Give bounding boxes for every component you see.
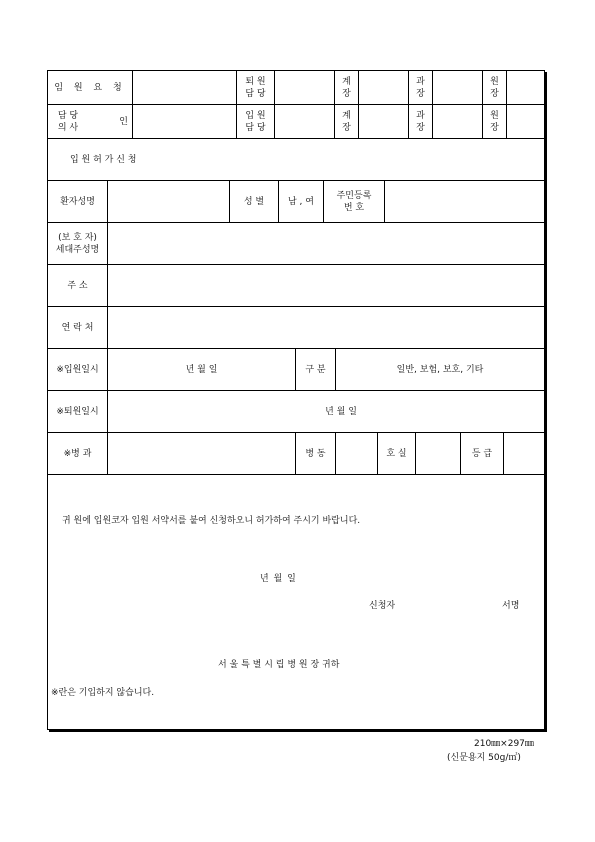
department-field[interactable] <box>108 433 296 474</box>
ward-field[interactable] <box>336 433 378 474</box>
discharge-date-label: ※퇴원일시 <box>48 391 108 432</box>
chief-sign-box[interactable] <box>359 71 409 104</box>
applicant-label: 신청자 <box>369 601 396 611</box>
paper-type: (신문용지 50g/㎡) <box>447 753 521 763</box>
addressee: 서 울 특 별 시 립 병 원 장 귀하 <box>218 660 340 670</box>
discharge-date-field[interactable]: 년 월 일 <box>325 406 357 417</box>
department-label: ※병 과 <box>48 433 108 474</box>
admission-form <box>47 70 545 730</box>
resident-number-label: 주민등록 번 호 <box>324 181 385 222</box>
contact-row <box>48 307 544 349</box>
patient-name-field[interactable] <box>108 181 230 222</box>
chief-label-2: 계 장 <box>335 105 359 138</box>
paper-size: 210㎜×297㎜ <box>474 739 534 749</box>
patient-name-label: 환자성명 <box>48 181 108 222</box>
admission-request-sign-box[interactable] <box>133 71 237 104</box>
approval-row-2 <box>48 105 544 139</box>
category-options[interactable]: 일반, 보험, 보호, 기타 <box>396 364 484 375</box>
sex-value[interactable]: 남 , 여 <box>279 181 324 222</box>
director-label-2: 원 장 <box>483 105 507 138</box>
admission-staff-sign-box[interactable] <box>275 105 335 138</box>
guardian-row <box>48 223 544 265</box>
chief-sign-box-2[interactable] <box>359 105 409 138</box>
admission-date-field[interactable]: 년 월 일 <box>108 349 296 390</box>
section-head-label-2: 과 장 <box>409 105 433 138</box>
grade-field[interactable] <box>504 433 544 474</box>
resident-number-field[interactable] <box>385 181 544 222</box>
grade-label: 등 급 <box>461 433 504 474</box>
ward-label: 병 동 <box>296 433 336 474</box>
category-label: 구 분 <box>296 349 336 390</box>
department-row <box>48 433 544 475</box>
section-head-sign-box-2[interactable] <box>433 105 483 138</box>
request-body: 귀 원에 입원코자 입원 서약서를 붙여 신청하오니 허가하여 주시기 바랍니다. <box>62 516 361 526</box>
doctor-label: 담 당 의 사 <box>57 110 79 133</box>
guardian-label: (보 호 자) 세대주성명 <box>48 223 108 264</box>
signature-label: 서명 <box>502 601 520 611</box>
approval-row-1 <box>48 71 544 105</box>
doctor-seal-mark: 인 <box>88 105 133 138</box>
discharge-staff-sign-box[interactable] <box>275 71 335 104</box>
application-title: 입 원 허 가 신 청 <box>70 154 137 165</box>
address-field[interactable] <box>108 265 544 306</box>
admission-date-row <box>48 349 544 391</box>
patient-row <box>48 181 544 223</box>
request-date: 년 월 일 <box>260 574 296 584</box>
chief-label: 계 장 <box>335 71 359 104</box>
section-head-label: 과 장 <box>409 71 433 104</box>
guardian-field[interactable] <box>108 223 544 264</box>
sex-label: 성 별 <box>230 181 279 222</box>
admission-staff-label: 입 원 담 당 <box>237 105 275 138</box>
contact-field[interactable] <box>108 307 544 348</box>
director-label: 원 장 <box>483 71 507 104</box>
admission-date-label: ※입원일시 <box>48 349 108 390</box>
contact-label: 연 락 처 <box>48 307 108 348</box>
discharge-staff-label: 퇴 원 담 당 <box>237 71 275 104</box>
application-title-row <box>48 139 544 181</box>
note: ※란은 기입하지 않습니다. <box>51 688 155 698</box>
room-field[interactable] <box>416 433 461 474</box>
room-label: 호 실 <box>378 433 416 474</box>
doctor-sign-box[interactable] <box>133 105 237 138</box>
admission-request-label: 임 원 요 청 <box>48 71 133 104</box>
section-head-sign-box[interactable] <box>433 71 483 104</box>
address-label: 주 소 <box>48 265 108 306</box>
address-row <box>48 265 544 307</box>
discharge-date-row <box>48 391 544 433</box>
director-sign-box-2[interactable] <box>507 105 544 138</box>
director-sign-box[interactable] <box>507 71 544 104</box>
